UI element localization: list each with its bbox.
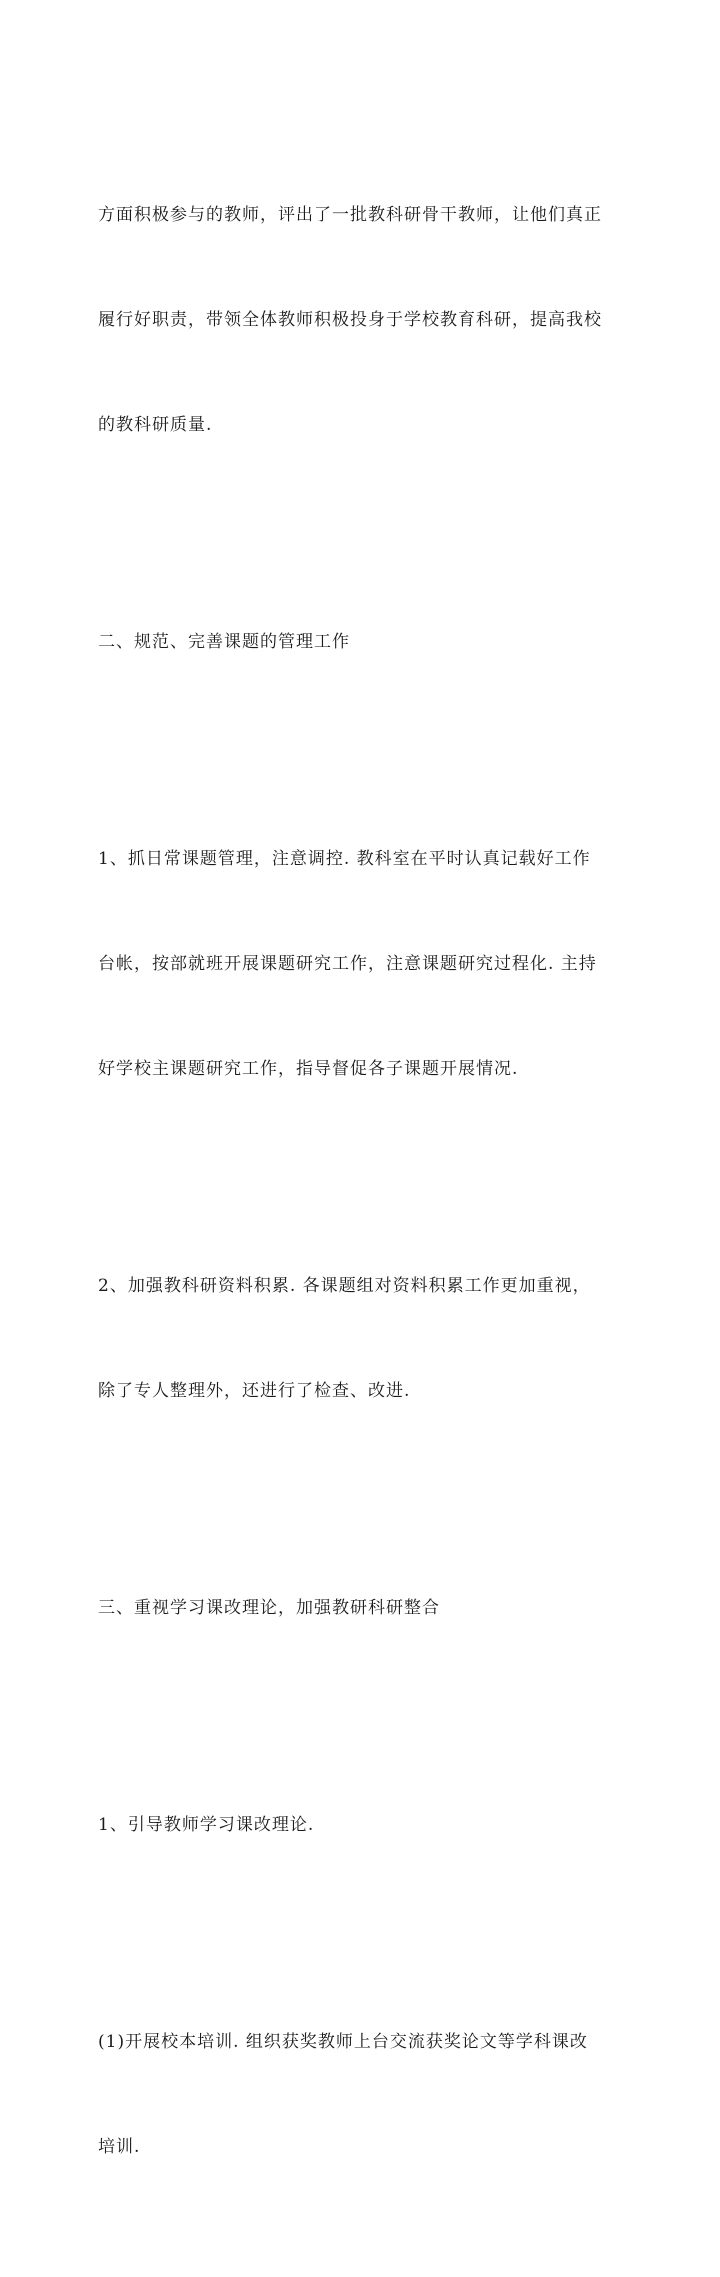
section-heading-2 bbox=[98, 555, 638, 730]
text-line: 履行好职责，带领全体教师积极投身于学校教育科研，提高我校 bbox=[98, 310, 602, 330]
text-line: 1、引导教师学习课改理论. bbox=[98, 1815, 315, 1835]
text-line: (1)开展校本培训. 组织获奖教师上台交流获奖论文等学科课改 bbox=[98, 2032, 588, 2052]
document-body bbox=[98, 128, 638, 2277]
text-line: 方面积极参与的教师，评出了一批教科研骨干教师，让他们真正 bbox=[98, 205, 602, 225]
paragraph-training bbox=[98, 1955, 638, 2235]
text-line: 好学校主课题研究工作，指导督促各子课题开展情况. bbox=[98, 1059, 519, 1079]
heading-text: 三、重视学习课改理论，加强教研科研整合 bbox=[98, 1598, 440, 1618]
text-line: 台帐，按部就班开展课题研究工作，注意课题研究过程化. 主持 bbox=[98, 954, 597, 974]
paragraph-item-2 bbox=[98, 1199, 638, 1479]
text-line: 培训. bbox=[98, 2137, 141, 2157]
paragraph-item-1 bbox=[98, 772, 638, 1157]
text-line: 2、加强教科研资料积累. 各课题组对资料积累工作更加重视， bbox=[98, 1276, 591, 1296]
text-line: 除了专人整理外，还进行了检查、改进. bbox=[98, 1381, 411, 1401]
paragraph-subitem-1 bbox=[98, 1738, 638, 1913]
section-heading-3 bbox=[98, 1521, 638, 1696]
paragraph-teacher-evaluation bbox=[98, 128, 638, 513]
text-line: 1、抓日常课题管理，注意调控. 教科室在平时认真记载好工作 bbox=[98, 849, 591, 869]
heading-text: 二、规范、完善课题的管理工作 bbox=[98, 632, 350, 652]
text-line: 的教科研质量. bbox=[98, 415, 213, 435]
